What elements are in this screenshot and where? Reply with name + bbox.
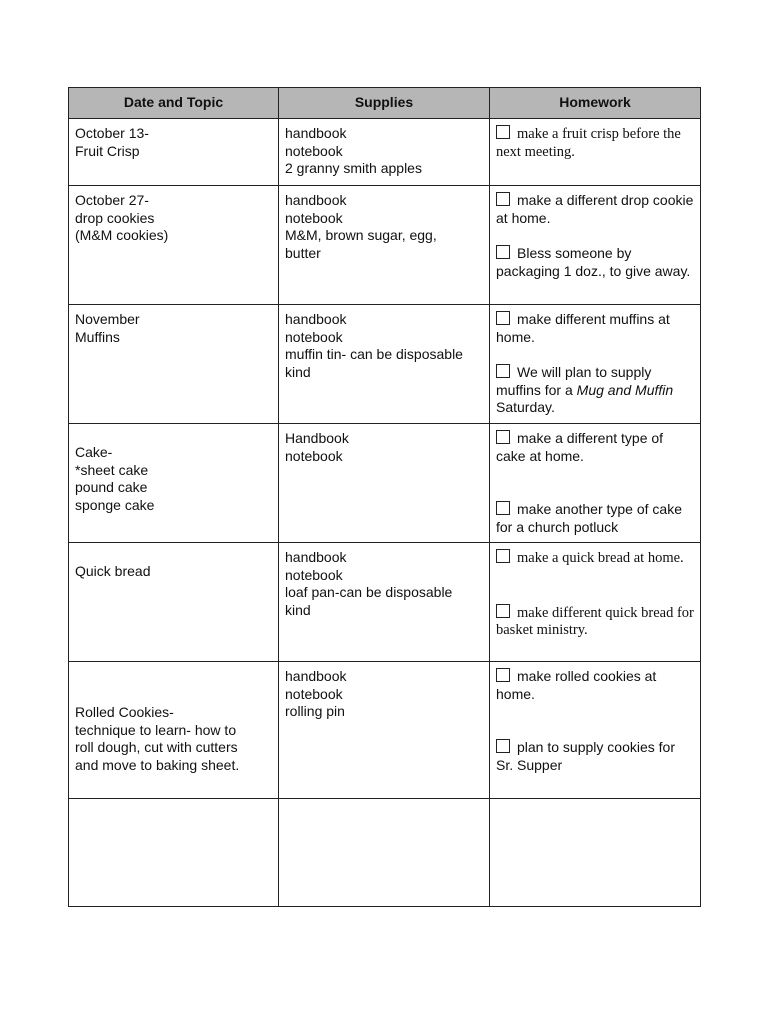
- checkbox[interactable]: [496, 668, 510, 682]
- table-row: [69, 662, 701, 799]
- homework-text: make a quick bread at home.: [517, 550, 684, 566]
- topic-cell: [69, 424, 279, 543]
- supply-item: handbook: [285, 192, 347, 208]
- homework-cell: [490, 662, 701, 799]
- homework-cell: [490, 305, 701, 424]
- supply-item: M&M, brown sugar, egg,: [285, 227, 437, 243]
- header-row: [69, 88, 701, 119]
- homework-item: [496, 245, 694, 280]
- checkbox[interactable]: [496, 311, 510, 325]
- homework-text: Saturday.: [496, 399, 555, 415]
- topic-line: November: [75, 311, 140, 327]
- homework-item: [496, 501, 694, 536]
- topic-line: and move to baking sheet.: [75, 756, 240, 773]
- homework-item: [496, 192, 694, 227]
- homework-cell: [490, 424, 701, 543]
- homework-item: [496, 604, 694, 640]
- homework-text: plan to supply cookies for Sr. Supper: [496, 739, 675, 773]
- schedule-table: [68, 87, 701, 907]
- supplies-cell: [279, 662, 490, 799]
- homework-text: make different quick bread for basket ministry.: [496, 604, 694, 638]
- topic-line: *sheet cake: [75, 461, 149, 478]
- homework-text: We will plan to supply muffins for a: [496, 364, 652, 398]
- homework-text: make another type of cake for a church potluck: [496, 501, 682, 535]
- checkbox[interactable]: [496, 604, 510, 618]
- checkbox[interactable]: [496, 192, 510, 206]
- checkbox[interactable]: [496, 549, 510, 563]
- supply-item: handbook: [285, 311, 347, 327]
- supply-item: notebook: [285, 209, 343, 226]
- empty-cell: [69, 799, 279, 907]
- supply-item: rolling pin: [285, 703, 345, 719]
- supply-item: notebook: [285, 566, 343, 583]
- supply-item: handbook: [285, 668, 347, 684]
- checkbox[interactable]: [496, 430, 510, 444]
- topic-line: Fruit Crisp: [75, 142, 140, 159]
- topic-cell: [69, 119, 279, 186]
- checkbox[interactable]: [496, 245, 510, 259]
- table-row: [69, 186, 701, 305]
- topic-line: (M&M cookies): [75, 227, 169, 243]
- homework-text: make a different drop cookie at home.: [496, 192, 694, 226]
- supplies-cell: [279, 119, 490, 186]
- homework-text: make a different type of cake at home.: [496, 430, 664, 464]
- topic-line: drop cookies: [75, 209, 155, 226]
- topic-line: October 27-: [75, 192, 149, 208]
- homework-text: make a fruit crisp before the next meeting.: [496, 126, 681, 160]
- supply-item: notebook: [285, 142, 343, 159]
- supply-item: notebook: [285, 328, 343, 345]
- topic-cell: [69, 662, 279, 799]
- homework-cell: [490, 119, 701, 186]
- topic-line: Quick bread: [75, 563, 151, 579]
- supply-item: kind: [285, 363, 311, 380]
- supplies-cell: [279, 186, 490, 305]
- topic-line: pound cake: [75, 479, 148, 495]
- topic-line: Cake-: [75, 444, 113, 460]
- homework-item: [496, 311, 694, 346]
- homework-item: [496, 739, 694, 774]
- topic-cell: [69, 543, 279, 662]
- homework-item: [496, 364, 694, 417]
- topic-line: October 13-: [75, 125, 149, 141]
- header-homework: Homework: [490, 88, 701, 119]
- homework-item: [496, 549, 694, 568]
- supply-item: muffin tin- can be disposable: [285, 346, 463, 362]
- checkbox[interactable]: [496, 125, 510, 139]
- supply-item: handbook: [285, 549, 347, 565]
- table-row: [69, 305, 701, 424]
- homework-item: [496, 668, 694, 703]
- supply-item: notebook: [285, 447, 343, 464]
- header-date-topic: Date and Topic: [69, 88, 279, 119]
- homework-event-name: Mug and Muffin: [576, 381, 674, 398]
- empty-cell: [279, 799, 490, 907]
- table-row-empty: [69, 799, 701, 907]
- supply-item: butter: [285, 244, 321, 261]
- checkbox[interactable]: [496, 364, 510, 378]
- supply-item: kind: [285, 601, 311, 618]
- homework-cell: [490, 543, 701, 662]
- topic-line: technique to learn- how to: [75, 721, 237, 738]
- topic-line: sponge cake: [75, 496, 155, 513]
- checkbox[interactable]: [496, 501, 510, 515]
- checkbox[interactable]: [496, 739, 510, 753]
- table-row: [69, 543, 701, 662]
- supply-item: 2 granny smith apples: [285, 160, 422, 176]
- table-row: [69, 424, 701, 543]
- homework-text: make rolled cookies at home.: [496, 668, 657, 702]
- supplies-cell: [279, 543, 490, 662]
- empty-cell: [490, 799, 701, 907]
- topic-line: Rolled Cookies-: [75, 704, 174, 720]
- header-supplies: Supplies: [279, 88, 490, 119]
- supplies-cell: [279, 305, 490, 424]
- table-row: [69, 119, 701, 186]
- homework-cell: [490, 186, 701, 305]
- topic-cell: [69, 186, 279, 305]
- supply-item: Handbook: [285, 430, 349, 446]
- topic-line: roll dough, cut with cutters: [75, 739, 238, 755]
- homework-item: [496, 430, 694, 465]
- supply-item: notebook: [285, 685, 343, 702]
- topic-cell: [69, 305, 279, 424]
- topic-line: Muffins: [75, 328, 120, 345]
- homework-text: make different muffins at home.: [496, 311, 670, 345]
- supply-item: handbook: [285, 125, 347, 141]
- homework-item: [496, 125, 694, 161]
- homework-text: Bless someone by packaging 1 doz., to give away.: [496, 245, 691, 279]
- supply-item: loaf pan-can be disposable: [285, 584, 453, 600]
- supplies-cell: [279, 424, 490, 543]
